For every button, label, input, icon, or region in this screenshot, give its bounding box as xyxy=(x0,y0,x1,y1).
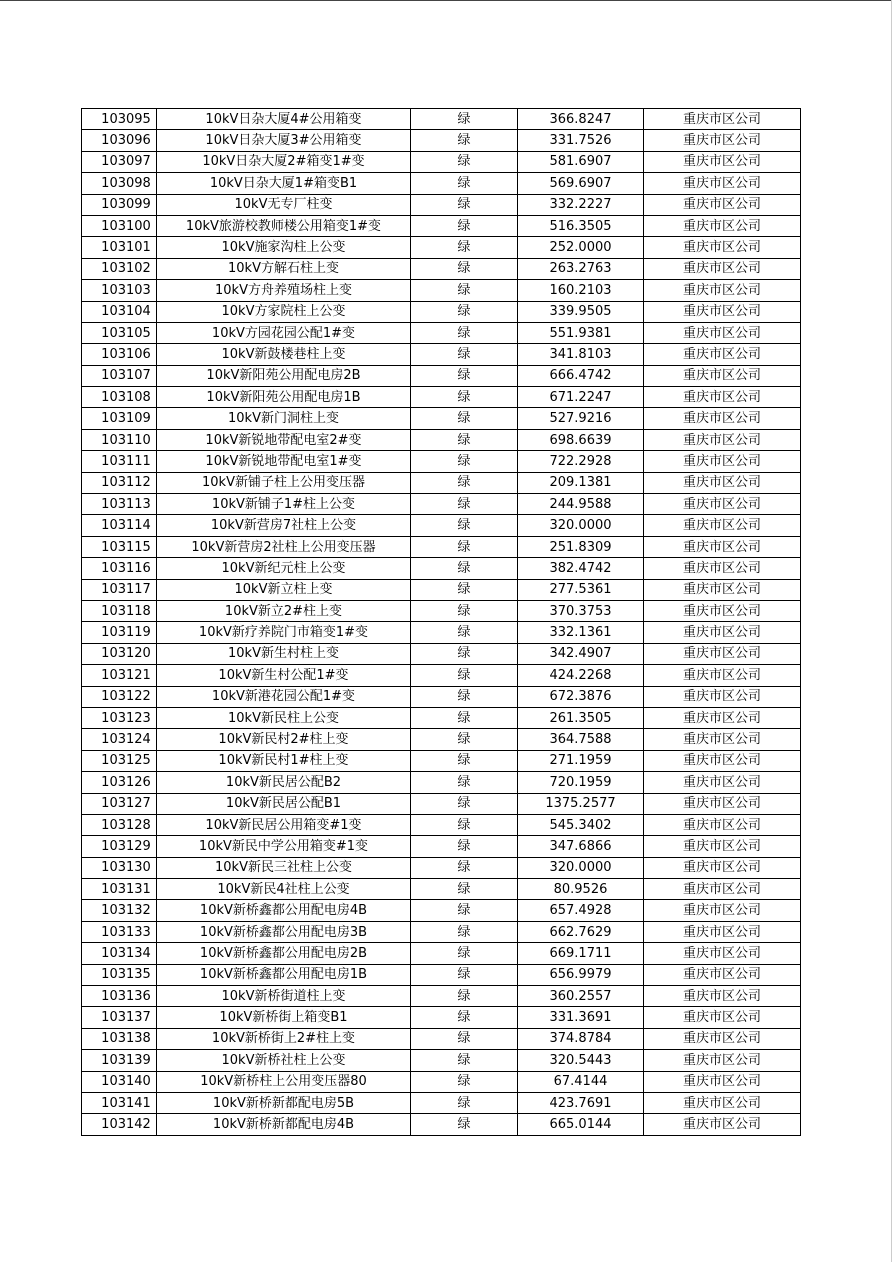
company-cell: 重庆市区公司 xyxy=(644,130,801,151)
name-cell: 10kV新民村2#柱上变 xyxy=(157,729,411,750)
page-top-border xyxy=(0,0,892,1)
company-cell: 重庆市区公司 xyxy=(644,109,801,130)
company-cell: 重庆市区公司 xyxy=(644,344,801,365)
status-cell: 绿 xyxy=(411,536,518,557)
value-cell: 263.2763 xyxy=(518,258,644,279)
company-cell: 重庆市区公司 xyxy=(644,879,801,900)
table-row xyxy=(82,387,801,408)
id-cell: 103130 xyxy=(82,857,157,878)
table-row xyxy=(82,365,801,386)
status-cell: 绿 xyxy=(411,643,518,664)
name-cell: 10kV新民4社柱上公变 xyxy=(157,879,411,900)
status-cell: 绿 xyxy=(411,622,518,643)
id-cell: 103127 xyxy=(82,793,157,814)
table-row xyxy=(82,515,801,536)
value-cell: 370.3753 xyxy=(518,600,644,621)
table-row xyxy=(82,686,801,707)
status-cell: 绿 xyxy=(411,151,518,172)
table-row xyxy=(82,665,801,686)
company-cell: 重庆市区公司 xyxy=(644,1028,801,1049)
table-row xyxy=(82,643,801,664)
company-cell: 重庆市区公司 xyxy=(644,301,801,322)
status-cell: 绿 xyxy=(411,109,518,130)
table-row xyxy=(82,472,801,493)
name-cell: 10kV新民中学公用箱变#1变 xyxy=(157,836,411,857)
id-cell: 103120 xyxy=(82,643,157,664)
id-cell: 103114 xyxy=(82,515,157,536)
company-cell: 重庆市区公司 xyxy=(644,237,801,258)
company-cell: 重庆市区公司 xyxy=(644,964,801,985)
id-cell: 103133 xyxy=(82,921,157,942)
id-cell: 103124 xyxy=(82,729,157,750)
table-row xyxy=(82,1050,801,1071)
company-cell: 重庆市区公司 xyxy=(644,750,801,771)
id-cell: 103101 xyxy=(82,237,157,258)
company-cell: 重庆市区公司 xyxy=(644,579,801,600)
table-row xyxy=(82,280,801,301)
status-cell: 绿 xyxy=(411,472,518,493)
value-cell: 209.1381 xyxy=(518,472,644,493)
company-cell: 重庆市区公司 xyxy=(644,622,801,643)
table-row xyxy=(82,600,801,621)
value-cell: 251.8309 xyxy=(518,536,644,557)
name-cell: 10kV新阳苑公用配电房1B xyxy=(157,387,411,408)
company-cell: 重庆市区公司 xyxy=(644,707,801,728)
name-cell: 10kV新疗养院门市箱变1#变 xyxy=(157,622,411,643)
status-cell: 绿 xyxy=(411,857,518,878)
table-row xyxy=(82,836,801,857)
status-cell: 绿 xyxy=(411,365,518,386)
company-cell: 重庆市区公司 xyxy=(644,451,801,472)
value-cell: 342.4907 xyxy=(518,643,644,664)
id-cell: 103140 xyxy=(82,1071,157,1092)
value-cell: 666.4742 xyxy=(518,365,644,386)
status-cell: 绿 xyxy=(411,579,518,600)
name-cell: 10kV方园花园公配1#变 xyxy=(157,322,411,343)
name-cell: 10kV新桥柱上公用变压器80 xyxy=(157,1071,411,1092)
name-cell: 10kV新桥鑫都公用配电房2B xyxy=(157,943,411,964)
company-cell: 重庆市区公司 xyxy=(644,729,801,750)
company-cell: 重庆市区公司 xyxy=(644,558,801,579)
id-cell: 103107 xyxy=(82,365,157,386)
value-cell: 320.0000 xyxy=(518,515,644,536)
value-cell: 160.2103 xyxy=(518,280,644,301)
table-row xyxy=(82,536,801,557)
table-row xyxy=(82,707,801,728)
company-cell: 重庆市区公司 xyxy=(644,322,801,343)
company-cell: 重庆市区公司 xyxy=(644,643,801,664)
table-row xyxy=(82,1007,801,1028)
table-row xyxy=(82,1114,801,1135)
value-cell: 672.3876 xyxy=(518,686,644,707)
company-cell: 重庆市区公司 xyxy=(644,986,801,1007)
table-row xyxy=(82,451,801,472)
value-cell: 527.9216 xyxy=(518,408,644,429)
status-cell: 绿 xyxy=(411,387,518,408)
table-row xyxy=(82,237,801,258)
value-cell: 656.9979 xyxy=(518,964,644,985)
id-cell: 103119 xyxy=(82,622,157,643)
table-row xyxy=(82,109,801,130)
name-cell: 10kV新桥街上箱变B1 xyxy=(157,1007,411,1028)
value-cell: 1375.2577 xyxy=(518,793,644,814)
id-cell: 103123 xyxy=(82,707,157,728)
status-cell: 绿 xyxy=(411,814,518,835)
value-cell: 366.8247 xyxy=(518,109,644,130)
value-cell: 665.0144 xyxy=(518,1114,644,1135)
value-cell: 244.9588 xyxy=(518,494,644,515)
name-cell: 10kV新桥社柱上公变 xyxy=(157,1050,411,1071)
id-cell: 103118 xyxy=(82,600,157,621)
id-cell: 103100 xyxy=(82,215,157,236)
company-cell: 重庆市区公司 xyxy=(644,1071,801,1092)
company-cell: 重庆市区公司 xyxy=(644,258,801,279)
status-cell: 绿 xyxy=(411,964,518,985)
value-cell: 551.9381 xyxy=(518,322,644,343)
status-cell: 绿 xyxy=(411,558,518,579)
name-cell: 10kV新铺子1#柱上公变 xyxy=(157,494,411,515)
table-body xyxy=(82,109,801,1136)
status-cell: 绿 xyxy=(411,900,518,921)
name-cell: 10kV新民居公配B2 xyxy=(157,772,411,793)
name-cell: 10kV新桥街道柱上变 xyxy=(157,986,411,1007)
name-cell: 10kV新营房2社柱上公用变压器 xyxy=(157,536,411,557)
table-row xyxy=(82,579,801,600)
company-cell: 重庆市区公司 xyxy=(644,515,801,536)
name-cell: 10kV新立2#柱上变 xyxy=(157,600,411,621)
value-cell: 331.7526 xyxy=(518,130,644,151)
name-cell: 10kV新民柱上公变 xyxy=(157,707,411,728)
company-cell: 重庆市区公司 xyxy=(644,429,801,450)
name-cell: 10kV方舟养殖场柱上变 xyxy=(157,280,411,301)
company-cell: 重庆市区公司 xyxy=(644,857,801,878)
value-cell: 581.6907 xyxy=(518,151,644,172)
name-cell: 10kV新民居公用箱变#1变 xyxy=(157,814,411,835)
status-cell: 绿 xyxy=(411,1071,518,1092)
id-cell: 103105 xyxy=(82,322,157,343)
name-cell: 10kV新港花园公配1#变 xyxy=(157,686,411,707)
status-cell: 绿 xyxy=(411,1028,518,1049)
transformer-table xyxy=(81,108,801,1136)
id-cell: 103108 xyxy=(82,387,157,408)
name-cell: 10kV新鼓楼巷柱上变 xyxy=(157,344,411,365)
name-cell: 10kV新桥鑫都公用配电房4B xyxy=(157,900,411,921)
company-cell: 重庆市区公司 xyxy=(644,280,801,301)
status-cell: 绿 xyxy=(411,173,518,194)
table-row xyxy=(82,194,801,215)
company-cell: 重庆市区公司 xyxy=(644,536,801,557)
value-cell: 364.7588 xyxy=(518,729,644,750)
id-cell: 103136 xyxy=(82,986,157,1007)
id-cell: 103135 xyxy=(82,964,157,985)
id-cell: 103096 xyxy=(82,130,157,151)
status-cell: 绿 xyxy=(411,879,518,900)
status-cell: 绿 xyxy=(411,215,518,236)
id-cell: 103128 xyxy=(82,814,157,835)
name-cell: 10kV施家沟柱上公变 xyxy=(157,237,411,258)
value-cell: 320.5443 xyxy=(518,1050,644,1071)
name-cell: 10kV新立柱上变 xyxy=(157,579,411,600)
name-cell: 10kV日杂大厦1#箱变B1 xyxy=(157,173,411,194)
name-cell: 10kV新门洞柱上变 xyxy=(157,408,411,429)
id-cell: 103134 xyxy=(82,943,157,964)
table-row xyxy=(82,151,801,172)
id-cell: 103117 xyxy=(82,579,157,600)
value-cell: 669.1711 xyxy=(518,943,644,964)
id-cell: 103141 xyxy=(82,1092,157,1113)
name-cell: 10kV方家院柱上公变 xyxy=(157,301,411,322)
company-cell: 重庆市区公司 xyxy=(644,1114,801,1135)
company-cell: 重庆市区公司 xyxy=(644,151,801,172)
status-cell: 绿 xyxy=(411,429,518,450)
value-cell: 271.1959 xyxy=(518,750,644,771)
value-cell: 252.0000 xyxy=(518,237,644,258)
company-cell: 重庆市区公司 xyxy=(644,494,801,515)
status-cell: 绿 xyxy=(411,130,518,151)
status-cell: 绿 xyxy=(411,408,518,429)
id-cell: 103104 xyxy=(82,301,157,322)
status-cell: 绿 xyxy=(411,322,518,343)
value-cell: 320.0000 xyxy=(518,857,644,878)
id-cell: 103126 xyxy=(82,772,157,793)
id-cell: 103142 xyxy=(82,1114,157,1135)
id-cell: 103131 xyxy=(82,879,157,900)
table-row xyxy=(82,344,801,365)
company-cell: 重庆市区公司 xyxy=(644,1007,801,1028)
status-cell: 绿 xyxy=(411,280,518,301)
name-cell: 10kV新生村柱上变 xyxy=(157,643,411,664)
table-row xyxy=(82,215,801,236)
status-cell: 绿 xyxy=(411,600,518,621)
name-cell: 10kV新营房7社柱上公变 xyxy=(157,515,411,536)
name-cell: 10kV新桥鑫都公用配电房3B xyxy=(157,921,411,942)
value-cell: 662.7629 xyxy=(518,921,644,942)
company-cell: 重庆市区公司 xyxy=(644,472,801,493)
table-row xyxy=(82,879,801,900)
table-row xyxy=(82,1071,801,1092)
table-row xyxy=(82,857,801,878)
table-row xyxy=(82,429,801,450)
value-cell: 569.6907 xyxy=(518,173,644,194)
value-cell: 722.2928 xyxy=(518,451,644,472)
table-row xyxy=(82,943,801,964)
company-cell: 重庆市区公司 xyxy=(644,173,801,194)
id-cell: 103103 xyxy=(82,280,157,301)
id-cell: 103111 xyxy=(82,451,157,472)
table-row xyxy=(82,814,801,835)
value-cell: 332.2227 xyxy=(518,194,644,215)
table-row xyxy=(82,750,801,771)
company-cell: 重庆市区公司 xyxy=(644,1050,801,1071)
table-row xyxy=(82,921,801,942)
name-cell: 10kV新铺子柱上公用变压器 xyxy=(157,472,411,493)
table-row xyxy=(82,173,801,194)
id-cell: 103113 xyxy=(82,494,157,515)
status-cell: 绿 xyxy=(411,301,518,322)
id-cell: 103116 xyxy=(82,558,157,579)
company-cell: 重庆市区公司 xyxy=(644,943,801,964)
name-cell: 10kV无专厂柱变 xyxy=(157,194,411,215)
value-cell: 424.2268 xyxy=(518,665,644,686)
value-cell: 382.4742 xyxy=(518,558,644,579)
status-cell: 绿 xyxy=(411,451,518,472)
name-cell: 10kV新桥新都配电房4B xyxy=(157,1114,411,1135)
value-cell: 67.4144 xyxy=(518,1071,644,1092)
status-cell: 绿 xyxy=(411,494,518,515)
status-cell: 绿 xyxy=(411,986,518,1007)
id-cell: 103115 xyxy=(82,536,157,557)
name-cell: 10kV日杂大厦2#箱变1#变 xyxy=(157,151,411,172)
value-cell: 657.4928 xyxy=(518,900,644,921)
id-cell: 103106 xyxy=(82,344,157,365)
status-cell: 绿 xyxy=(411,943,518,964)
status-cell: 绿 xyxy=(411,237,518,258)
company-cell: 重庆市区公司 xyxy=(644,215,801,236)
table-row xyxy=(82,900,801,921)
name-cell: 10kV新民居公配B1 xyxy=(157,793,411,814)
company-cell: 重庆市区公司 xyxy=(644,194,801,215)
id-cell: 103122 xyxy=(82,686,157,707)
table-row xyxy=(82,130,801,151)
id-cell: 103129 xyxy=(82,836,157,857)
company-cell: 重庆市区公司 xyxy=(644,600,801,621)
company-cell: 重庆市区公司 xyxy=(644,686,801,707)
status-cell: 绿 xyxy=(411,729,518,750)
id-cell: 103098 xyxy=(82,173,157,194)
table-row xyxy=(82,964,801,985)
status-cell: 绿 xyxy=(411,707,518,728)
id-cell: 103097 xyxy=(82,151,157,172)
company-cell: 重庆市区公司 xyxy=(644,921,801,942)
status-cell: 绿 xyxy=(411,258,518,279)
id-cell: 103095 xyxy=(82,109,157,130)
value-cell: 360.2557 xyxy=(518,986,644,1007)
status-cell: 绿 xyxy=(411,686,518,707)
status-cell: 绿 xyxy=(411,793,518,814)
table-row xyxy=(82,301,801,322)
name-cell: 10kV旅游校教师楼公用箱变1#变 xyxy=(157,215,411,236)
table-row xyxy=(82,1092,801,1113)
id-cell: 103112 xyxy=(82,472,157,493)
table-row xyxy=(82,258,801,279)
value-cell: 341.8103 xyxy=(518,344,644,365)
value-cell: 545.3402 xyxy=(518,814,644,835)
table-row xyxy=(82,1028,801,1049)
name-cell: 10kV新纪元柱上公变 xyxy=(157,558,411,579)
status-cell: 绿 xyxy=(411,1050,518,1071)
value-cell: 332.1361 xyxy=(518,622,644,643)
status-cell: 绿 xyxy=(411,194,518,215)
table-row xyxy=(82,772,801,793)
table-row xyxy=(82,729,801,750)
value-cell: 277.5361 xyxy=(518,579,644,600)
table-row xyxy=(82,622,801,643)
name-cell: 10kV新生村公配1#变 xyxy=(157,665,411,686)
value-cell: 516.3505 xyxy=(518,215,644,236)
company-cell: 重庆市区公司 xyxy=(644,772,801,793)
company-cell: 重庆市区公司 xyxy=(644,1092,801,1113)
company-cell: 重庆市区公司 xyxy=(644,365,801,386)
status-cell: 绿 xyxy=(411,1092,518,1113)
table-row xyxy=(82,558,801,579)
company-cell: 重庆市区公司 xyxy=(644,793,801,814)
name-cell: 10kV新锐地带配电室1#变 xyxy=(157,451,411,472)
company-cell: 重庆市区公司 xyxy=(644,900,801,921)
status-cell: 绿 xyxy=(411,772,518,793)
table-row xyxy=(82,494,801,515)
name-cell: 10kV方解石柱上变 xyxy=(157,258,411,279)
id-cell: 103138 xyxy=(82,1028,157,1049)
status-cell: 绿 xyxy=(411,344,518,365)
name-cell: 10kV新阳苑公用配电房2B xyxy=(157,365,411,386)
value-cell: 339.9505 xyxy=(518,301,644,322)
name-cell: 10kV新民三社柱上公变 xyxy=(157,857,411,878)
status-cell: 绿 xyxy=(411,921,518,942)
name-cell: 10kV新桥街上2#柱上变 xyxy=(157,1028,411,1049)
value-cell: 261.3505 xyxy=(518,707,644,728)
company-cell: 重庆市区公司 xyxy=(644,408,801,429)
company-cell: 重庆市区公司 xyxy=(644,836,801,857)
value-cell: 331.3691 xyxy=(518,1007,644,1028)
value-cell: 720.1959 xyxy=(518,772,644,793)
table-row xyxy=(82,793,801,814)
name-cell: 10kV新民村1#柱上变 xyxy=(157,750,411,771)
name-cell: 10kV新桥鑫都公用配电房1B xyxy=(157,964,411,985)
table-row xyxy=(82,322,801,343)
status-cell: 绿 xyxy=(411,836,518,857)
name-cell: 10kV新桥新都配电房5B xyxy=(157,1092,411,1113)
id-cell: 103121 xyxy=(82,665,157,686)
table-row xyxy=(82,408,801,429)
name-cell: 10kV日杂大厦4#公用箱变 xyxy=(157,109,411,130)
name-cell: 10kV新锐地带配电室2#变 xyxy=(157,429,411,450)
company-cell: 重庆市区公司 xyxy=(644,387,801,408)
value-cell: 671.2247 xyxy=(518,387,644,408)
status-cell: 绿 xyxy=(411,665,518,686)
id-cell: 103099 xyxy=(82,194,157,215)
value-cell: 80.9526 xyxy=(518,879,644,900)
name-cell: 10kV日杂大厦3#公用箱变 xyxy=(157,130,411,151)
status-cell: 绿 xyxy=(411,1114,518,1135)
id-cell: 103109 xyxy=(82,408,157,429)
id-cell: 103132 xyxy=(82,900,157,921)
company-cell: 重庆市区公司 xyxy=(644,665,801,686)
table-row xyxy=(82,986,801,1007)
value-cell: 423.7691 xyxy=(518,1092,644,1113)
company-cell: 重庆市区公司 xyxy=(644,814,801,835)
value-cell: 347.6866 xyxy=(518,836,644,857)
id-cell: 103139 xyxy=(82,1050,157,1071)
status-cell: 绿 xyxy=(411,515,518,536)
value-cell: 374.8784 xyxy=(518,1028,644,1049)
status-cell: 绿 xyxy=(411,1007,518,1028)
value-cell: 698.6639 xyxy=(518,429,644,450)
id-cell: 103110 xyxy=(82,429,157,450)
id-cell: 103137 xyxy=(82,1007,157,1028)
status-cell: 绿 xyxy=(411,750,518,771)
id-cell: 103102 xyxy=(82,258,157,279)
id-cell: 103125 xyxy=(82,750,157,771)
